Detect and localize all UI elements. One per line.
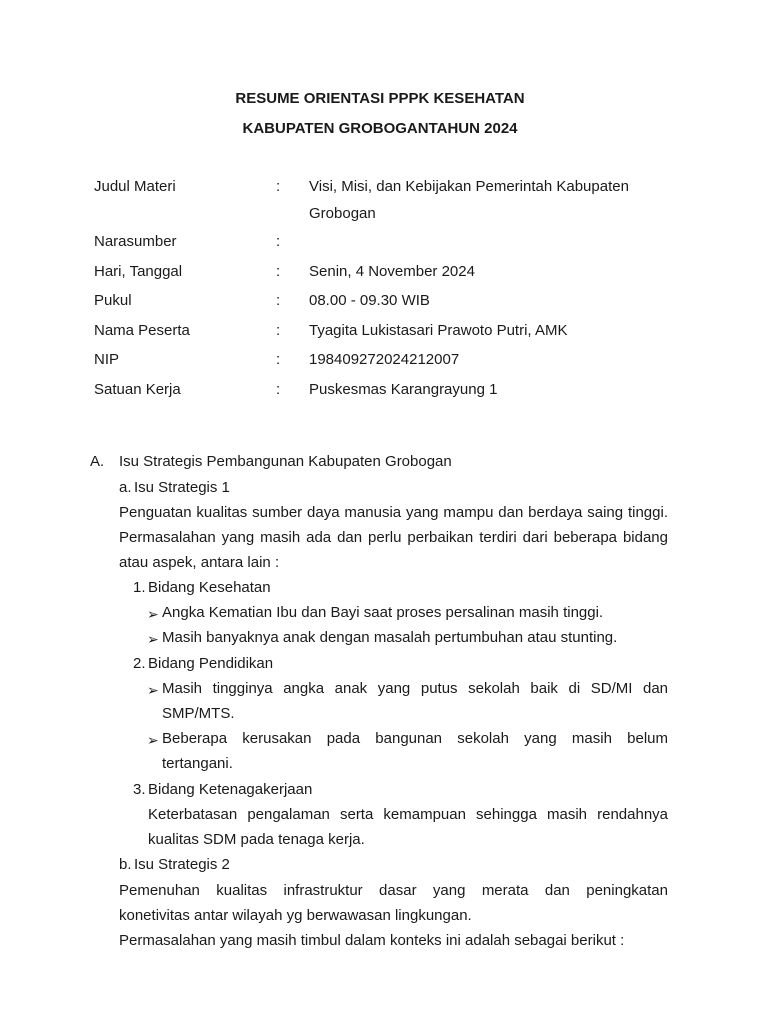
info-row-hari <box>94 263 674 287</box>
bidang2-bullet-2-line-1: Beberapa kerusakan pada bangunan sekolah yang masih belum <box>162 730 668 747</box>
info-row-satuan <box>94 381 674 405</box>
isu1-paragraph-line-3: atau aspek, antara lain : <box>119 554 280 571</box>
isu1-paragraph-line-1: Penguatan kualitas sumber daya manusia yang mampu dan berdaya saing tinggi. <box>119 504 668 521</box>
info-row-judul <box>94 178 674 202</box>
nip-label: NIP <box>94 351 120 368</box>
bidang1-marker: 1. <box>133 579 146 596</box>
arrow-bullet-icon: ➢ <box>147 606 159 622</box>
isu2-heading: Isu Strategis 2 <box>134 856 230 873</box>
arrow-bullet-icon: ➢ <box>147 631 159 647</box>
bidang1-heading: Bidang Kesehatan <box>148 579 271 596</box>
colon: : <box>276 178 281 195</box>
bidang3-paragraph-line-1: Keterbatasan pengalaman serta kemampuan sehingga masih rendahnya <box>148 806 668 823</box>
isu2-marker: b. <box>119 856 132 873</box>
colon: : <box>276 351 281 368</box>
bidang2-bullet-1-line-1: Masih tingginya angka anak yang putus sekolah baik di SD/MI dan <box>162 680 668 697</box>
document-title-line-1: RESUME ORIENTASI PPPK KESEHATAN <box>235 90 525 107</box>
info-row-pukul <box>94 292 674 316</box>
isu2-paragraph-line-2: konetivitas antar wilayah yg berwawasan lingkungan. <box>119 907 472 924</box>
colon: : <box>276 292 281 309</box>
arrow-bullet-icon: ➢ <box>147 682 159 698</box>
judul-value-continued: Grobogan <box>309 205 376 222</box>
bidang2-bullet-2-line-2: tertangani. <box>162 755 233 772</box>
satuan-label: Satuan Kerja <box>94 381 181 398</box>
hari-value: Senin, 4 November 2024 <box>309 263 475 280</box>
isu1-heading: Isu Strategis 1 <box>134 479 230 496</box>
bidang3-marker: 3. <box>133 781 146 798</box>
section-a-heading: Isu Strategis Pembangunan Kabupaten Grobogan <box>119 453 452 470</box>
hari-label: Hari, Tanggal <box>94 263 183 280</box>
colon: : <box>276 233 281 250</box>
info-row-nip <box>94 351 674 375</box>
isu1-marker: a. <box>119 479 132 496</box>
judul-value: Visi, Misi, dan Kebijakan Pemerintah Kabupaten <box>309 178 629 195</box>
satuan-value: Puskesmas Karangrayung 1 <box>309 381 498 398</box>
isu1-paragraph-line-2: Permasalahan yang masih ada dan perlu perbaikan terdiri dari beberapa bidang <box>119 529 668 546</box>
colon: : <box>276 381 281 398</box>
bidang2-bullet-1-line-2: SMP/MTS. <box>162 705 235 722</box>
pukul-label: Pukul <box>94 292 132 309</box>
bidang3-paragraph-line-2: kualitas SDM pada tenaga kerja. <box>148 831 365 848</box>
bidang1-bullet-2: Masih banyaknya anak dengan masalah pertumbuhan atau stunting. <box>162 629 618 646</box>
isu2-paragraph-line-1: Pemenuhan kualitas infrastruktur dasar yang merata dan peningkatan <box>119 882 668 899</box>
pukul-value: 08.00 - 09.30 WIB <box>309 292 430 309</box>
section-a-marker: A. <box>90 453 105 470</box>
info-row-narasumber <box>94 233 674 257</box>
narasumber-label: Narasumber <box>94 233 177 250</box>
bidang2-marker: 2. <box>133 655 146 672</box>
colon: : <box>276 322 281 339</box>
nip-value: 198409272024212007 <box>309 351 460 368</box>
document-title-line-2: KABUPATEN GROBOGANTAHUN 2024 <box>242 120 518 137</box>
arrow-bullet-icon: ➢ <box>147 732 159 748</box>
bidang3-heading: Bidang Ketenagakerjaan <box>148 781 313 798</box>
isu2-paragraph-line-3: Permasalahan yang masih timbul dalam konteks ini adalah sebagai berikut : <box>119 932 625 949</box>
judul-label: Judul Materi <box>94 178 176 195</box>
info-row-nama <box>94 322 674 346</box>
nama-value: Tyagita Lukistasari Prawoto Putri, AMK <box>309 322 568 339</box>
bidang1-bullet-1: Angka Kematian Ibu dan Bayi saat proses persalinan masih tinggi. <box>162 604 604 621</box>
nama-label: Nama Peserta <box>94 322 190 339</box>
colon: : <box>276 263 281 280</box>
bidang2-heading: Bidang Pendidikan <box>148 655 274 672</box>
